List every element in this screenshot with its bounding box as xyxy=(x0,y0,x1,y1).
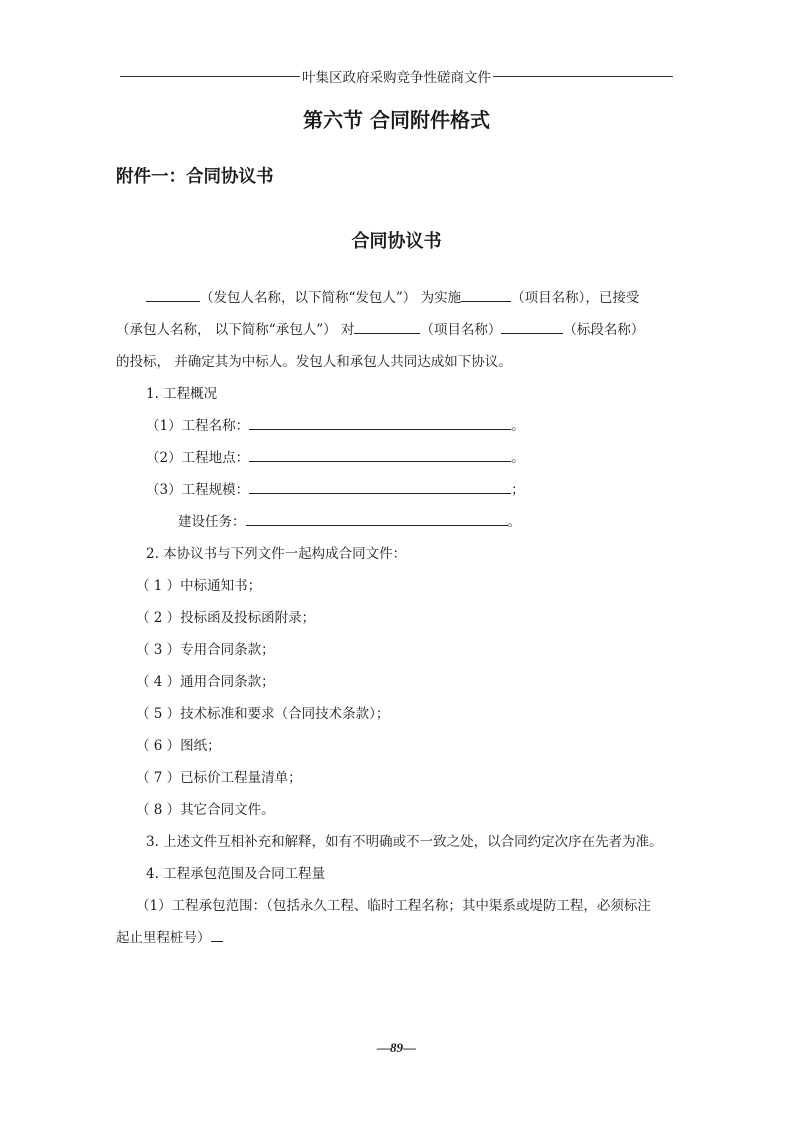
sec2-item-2: （ 2 ）投标函及投标函附录； xyxy=(136,610,316,626)
attachment-title: 附件一：合同协议书 xyxy=(116,167,274,187)
section-name-blank[interactable] xyxy=(501,319,563,334)
section-title: 第六节 合同附件格式 xyxy=(303,108,490,132)
sec1-item-project-scale: （3）工程规模： ； xyxy=(146,478,525,498)
header-rule-left xyxy=(120,76,300,77)
sec1-item-project-name: （1）工程名称： 。 xyxy=(146,414,525,434)
project-name-blank[interactable] xyxy=(461,287,511,302)
sec3-text: 3. 上述文件互相补充和解释，如有不明确或不一致之处，以合同约定次序在先者为准。 xyxy=(146,834,663,850)
sec2-item-4: （ 4 ）通用合同条款； xyxy=(136,674,275,690)
sec4-item1-line2: 起止里程桩号） xyxy=(116,926,223,946)
sec4-item1-line1: （1）工程承包范围：（包括永久工程、临时工程名称；其中渠系或堤防工程，必须标注 xyxy=(136,898,651,914)
scope-blank[interactable] xyxy=(211,927,223,942)
sec2-item-1: （ 1 ）中标通知书； xyxy=(136,578,262,594)
sec2-item-7: （ 7 ）已标价工程量清单； xyxy=(136,770,302,786)
project-name-field[interactable] xyxy=(249,415,511,430)
sec2-item-8: （ 8 ）其它合同文件。 xyxy=(136,802,275,818)
document-title: 合同协议书 xyxy=(351,231,442,252)
sec2-item-3: （ 3 ）专用合同条款； xyxy=(136,642,275,658)
sec1-title: 1. 工程概况 xyxy=(146,386,218,402)
intro-line-1: （发包人名称，以下简称“发包人”） 为实施 （项目名称），已接受 xyxy=(146,286,639,306)
sec2-title: 2. 本协议书与下列文件一起构成合同文件： xyxy=(146,546,407,562)
page-number: —89— xyxy=(377,1040,416,1055)
sec4-title: 4. 工程承包范围及合同工程量 xyxy=(146,866,326,882)
sec1-item-construction-tasks: 建设任务： 。 xyxy=(178,510,521,530)
sec2-item-6: （ 6 ）图纸； xyxy=(136,738,221,754)
intro-line-2: （承包人名称， 以下简称“承包人”） 对 （项目名称） （标段名称） xyxy=(116,318,644,338)
project-scale-field[interactable] xyxy=(249,479,511,494)
header-title: 叶集区政府采购竞争性磋商文件 xyxy=(302,70,491,86)
sec2-item-5: （ 5 ）技术标准和要求（合同技术条款）； xyxy=(136,706,390,722)
project-name-blank-2[interactable] xyxy=(354,319,420,334)
employer-name-blank[interactable] xyxy=(146,287,200,302)
page-header xyxy=(120,67,673,85)
project-location-field[interactable] xyxy=(249,447,511,462)
construction-tasks-field[interactable] xyxy=(246,511,508,526)
intro-line-3: 的投标， 并确定其为中标人。发包人和承包人共同达成如下协议。 xyxy=(116,354,512,370)
header-rule-right xyxy=(493,76,673,77)
sec1-item-project-location: （2）工程地点： 。 xyxy=(146,446,525,466)
